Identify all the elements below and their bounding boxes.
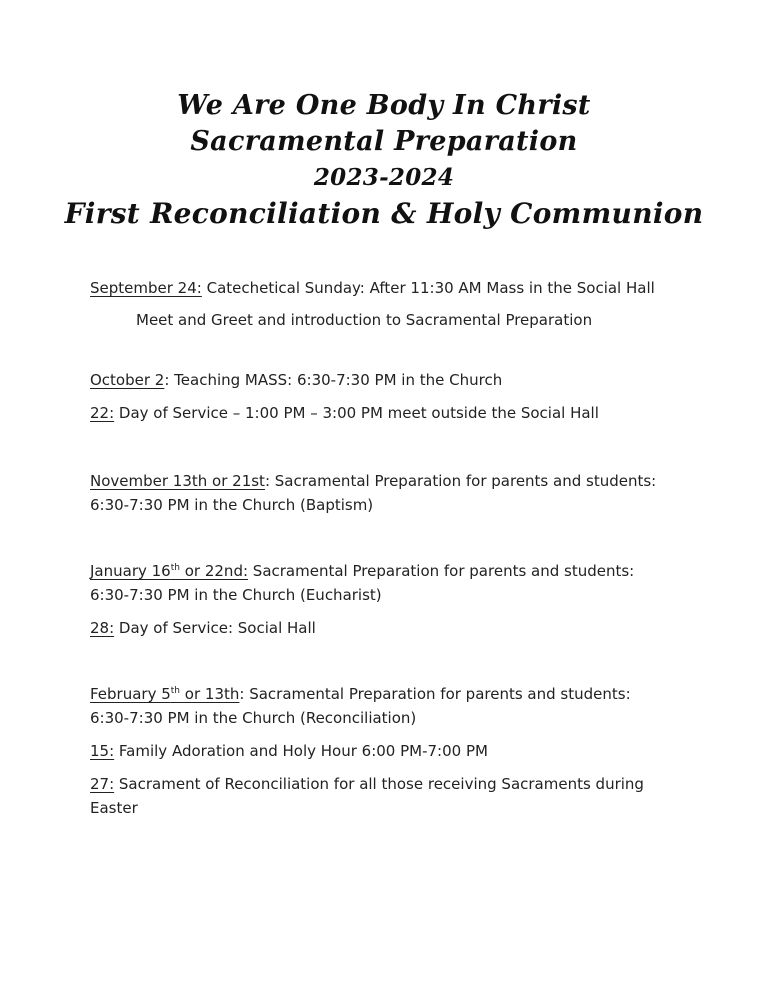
entry-november-line2: 6:30-7:30 PM in the Church (Baptism) <box>90 496 374 514</box>
title-year: 2023-2024 <box>313 164 455 191</box>
entry-september-sub: Meet and Greet and introduction to Sacramental Preparation <box>136 311 593 329</box>
entry-february-27 <box>90 772 690 820</box>
entry-november <box>90 469 690 517</box>
entry-february <box>90 682 690 730</box>
title-block <box>0 88 768 232</box>
entry-february-label <box>90 685 239 703</box>
entry-november-label: November 13th or 21st <box>90 472 265 490</box>
entry-february-label-sup: th <box>170 686 181 696</box>
entry-january-28-label: 28: <box>90 619 115 637</box>
entry-january-label <box>90 562 248 580</box>
title-line-4: First Reconciliation & Holy Communion <box>64 197 704 230</box>
entry-september <box>90 276 690 300</box>
entry-january-28 <box>90 616 690 640</box>
title-line-1: We Are One Body In Christ <box>177 90 591 121</box>
entry-february-27-line2: Easter <box>90 799 138 817</box>
entry-october-text: : Teaching MASS: 6:30-7:30 PM in the Church <box>164 371 503 389</box>
entry-february-15 <box>90 739 690 763</box>
entry-february-27-text: Sacrament of Reconciliation for all those receiving Sacraments during <box>114 775 644 793</box>
entry-february-line2: 6:30-7:30 PM in the Church (Reconciliation) <box>90 709 417 727</box>
entry-october-label: October 2 <box>90 371 165 389</box>
entry-january-text: Sacramental Preparation for parents and students: <box>248 562 635 580</box>
entry-september-label: September 24: <box>90 279 202 297</box>
entry-january <box>90 559 690 607</box>
entry-february-label-b: or 13th <box>180 685 240 703</box>
entry-february-27-label: 27: <box>90 775 115 793</box>
entry-october-22 <box>90 401 690 425</box>
entry-january-label-a: January 16 <box>90 562 171 580</box>
entry-february-15-text: Family Adoration and Holy Hour 6:00 PM-7:00 PM <box>114 742 488 760</box>
entry-february-label-a: February 5 <box>90 685 171 703</box>
entry-january-label-sup: th <box>170 563 180 573</box>
entry-october-22-text: Day of Service – 1:00 PM – 3:00 PM meet outside the Social Hall <box>114 404 599 422</box>
entry-january-line2: 6:30-7:30 PM in the Church (Eucharist) <box>90 586 382 604</box>
entry-january-28-text: Day of Service: Social Hall <box>114 619 316 637</box>
title-line-2: Sacramental Preparation <box>190 126 578 157</box>
entry-november-text: : Sacramental Preparation for parents and students: <box>264 472 657 490</box>
entry-october <box>90 368 690 392</box>
entry-february-text: : Sacramental Preparation for parents and students: <box>239 685 631 703</box>
entry-september-text: Catechetical Sunday: After 11:30 AM Mass in the Social Hall <box>201 279 655 297</box>
entry-february-15-label: 15: <box>90 742 115 760</box>
entry-october-22-label: 22: <box>90 404 115 422</box>
entry-january-label-b: or 22nd: <box>179 562 249 580</box>
